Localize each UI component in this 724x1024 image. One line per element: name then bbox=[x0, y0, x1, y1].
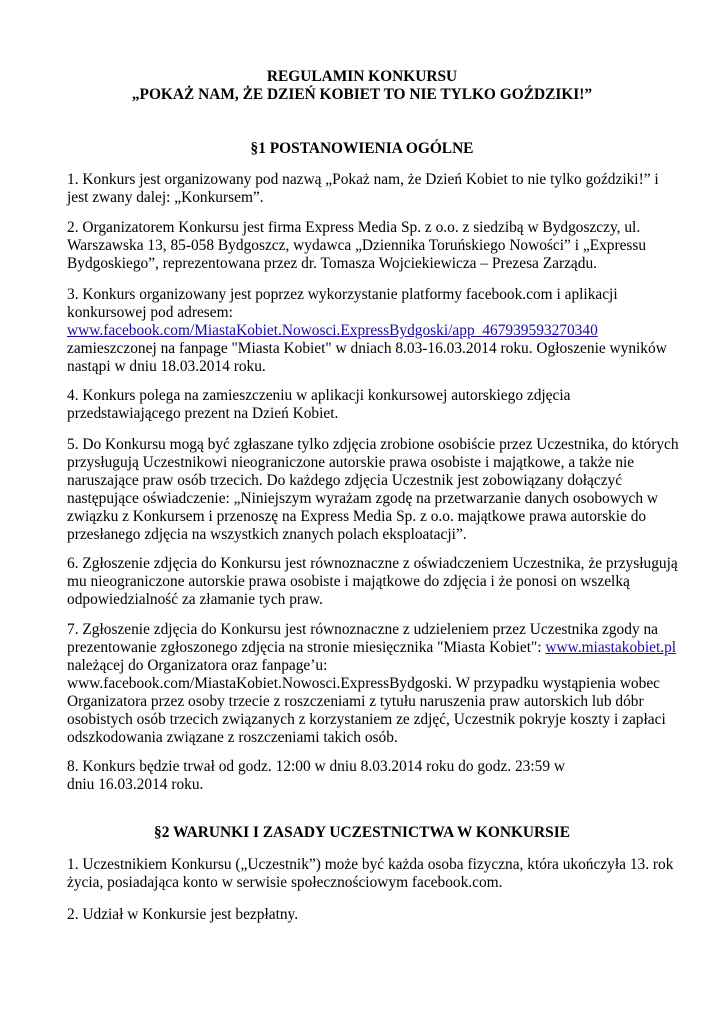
text-line: Organizatora przez osoby trzecie z roszczeniami z tytułu naruszenia praw autorskich lub dóbr bbox=[67, 693, 644, 710]
text-line: odszkodowania związane z roszczeniami takich osób. bbox=[67, 729, 398, 746]
text-line: jest zwany dalej: „Konkursem”. bbox=[67, 189, 264, 206]
text-line: dniu 16.03.2014 roku. bbox=[67, 776, 204, 793]
paragraph-4 bbox=[67, 387, 657, 423]
document-title bbox=[0, 68, 724, 104]
text-line: należącej do Organizatora oraz fanpage’u: bbox=[67, 657, 328, 674]
facebook-app-link[interactable]: www.facebook.com/MiastaKobiet.Nowosci.ExpressBydgoski/app_467939593270340 bbox=[67, 322, 598, 339]
title-line: „POKAŻ NAM, ŻE DZIEŃ KOBIET TO NIE TYLKO GOŹDZIKI!” bbox=[131, 86, 593, 103]
paragraph-5 bbox=[67, 436, 679, 544]
text-line: 5. Do Konkursu mogą być zgłaszane tylko zdjęcia zrobione osobiście przez Uczestnika, do których bbox=[67, 436, 679, 453]
text-line: 3. Konkurs organizowany jest poprzez wykorzystanie platformy facebook.com i aplikacji bbox=[67, 286, 618, 303]
text-line: Bydgoskiego”, reprezentowana przez dr. Tomasza Wojciekiewicza – Prezesa Zarządu. bbox=[67, 255, 597, 272]
section2-paragraph-1 bbox=[67, 856, 674, 892]
text-line: www.facebook.com/MiastaKobiet.Nowosci.ExpressBydgoski. W przypadku wystąpienia wobec bbox=[67, 675, 660, 692]
text-line: osobistych osób trzecich związanych z korzystaniem ze zdjęć, Uczestnik pokryje koszty i zapłaci bbox=[67, 711, 666, 728]
miastakobiet-link[interactable]: www.miastakobiet.pl bbox=[545, 639, 677, 656]
text-line: 2. Udział w Konkursie jest bezpłatny. bbox=[67, 906, 299, 923]
text-line: 1. Uczestnikiem Konkursu („Uczestnik”) może być każda osoba fizyczna, która ukończyła 13. rok bbox=[67, 856, 674, 873]
text-line: zamieszczonej na fanpage "Miasta Kobiet" w dniach 8.03-16.03.2014 roku. Ogłoszenie wyników bbox=[67, 340, 667, 357]
text-line: przysługują Uczestnikowi nieograniczone autorskie prawa osobiste i majątkowe, a także nie bbox=[67, 454, 635, 471]
text-line: przesłanego zdjęcia na wszystkich znanych polach eksploatacji”. bbox=[67, 526, 467, 543]
text-line: naruszające praw osób trzecich. Do każdego zdjęcia Uczestnik jest zobowiązany dołączyć bbox=[67, 472, 623, 489]
paragraph-3 bbox=[67, 286, 667, 376]
text-line: 6. Zgłoszenie zdjęcia do Konkursu jest równoznaczne z oświadczeniem Uczestnika, że przysługują bbox=[67, 555, 678, 572]
inline-text: prezentowanie zgłoszonego zdjęcia na stronie miesięcznika "Miasta Kobiet": bbox=[67, 639, 546, 656]
section-heading: §1 POSTANOWIENIA OGÓLNE bbox=[250, 140, 474, 157]
text-line: przedstawiającego prezent na Dzień Kobiet. bbox=[67, 405, 339, 422]
text-line: 2. Organizatorem Konkursu jest firma Express Media Sp. z o.o. z siedzibą w Bydgoszczy, ul. bbox=[67, 219, 641, 236]
text-line: życia, posiadająca konto w serwisie społecznościowym facebook.com. bbox=[67, 874, 503, 891]
text-line bbox=[67, 322, 657, 340]
text-line: odpowiedzialność za złamanie tych praw. bbox=[67, 591, 323, 608]
text-line: związku z Konkursem i przenoszę na Express Media Sp. z o.o. majątkowe prawa autorskie do bbox=[67, 508, 647, 525]
text-line bbox=[67, 639, 677, 657]
paragraph-2 bbox=[67, 219, 657, 273]
paragraph-7 bbox=[67, 621, 677, 747]
text-line: mu nieograniczone autorskie prawa osobiste i majątkowe do zdjęcia i że ponosi on wszelką bbox=[67, 573, 630, 590]
paragraph-6 bbox=[67, 555, 678, 609]
section2-paragraph-2 bbox=[67, 906, 657, 924]
text-line: 7. Zgłoszenie zdjęcia do Konkursu jest równoznaczne z udzieleniem przez Uczestnika zgody na bbox=[67, 621, 659, 638]
text-line: Warszawska 13, 85-058 Bydgoszcz, wydawca „Dziennika Toruńskiego Nowości” i „Expressu bbox=[67, 237, 647, 254]
text-line: 1. Konkurs jest organizowany pod nazwą „Pokaż nam, że Dzień Kobiet to nie tylko goździki!” i bbox=[67, 171, 659, 188]
text-line: nastąpi w dniu 18.03.2014 roku. bbox=[67, 358, 266, 375]
section-heading: §2 WARUNKI I ZASADY UCZESTNICTWA W KONKURSIE bbox=[154, 824, 570, 841]
text-line: 4. Konkurs polega na zamieszczeniu w aplikacji konkursowej autorskiego zdjęcia bbox=[67, 387, 571, 404]
paragraph-8 bbox=[67, 758, 657, 794]
paragraph-1 bbox=[67, 171, 657, 207]
text-line: następujące oświadczenie: „Niniejszym wyrażam zgodę na przetwarzanie danych osobowych w bbox=[67, 490, 659, 507]
title-line: REGULAMIN KONKURSU bbox=[266, 68, 458, 85]
text-line: konkursowej pod adresem: bbox=[67, 304, 233, 321]
text-line: 8. Konkurs będzie trwał od godz. 12:00 w dniu 8.03.2014 roku do godz. 23:59 w bbox=[67, 758, 565, 775]
